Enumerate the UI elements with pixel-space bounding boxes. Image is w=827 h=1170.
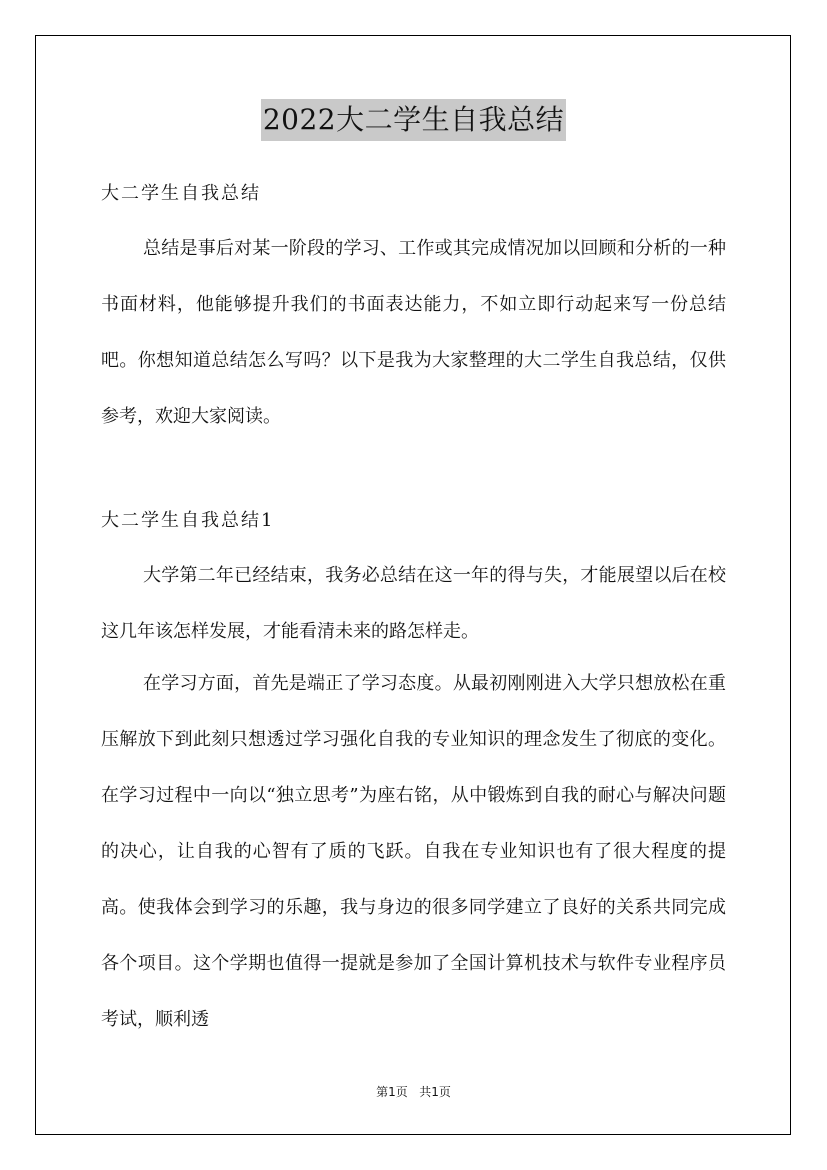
- document-title: 2022大二学生自我总结: [261, 99, 566, 141]
- document-subtitle: 大二学生自我总结: [101, 183, 261, 204]
- title-container: [101, 99, 726, 141]
- section-heading: 大二学生自我总结1: [101, 510, 275, 531]
- page-number: 第1页: [376, 1085, 408, 1099]
- page-total: 共1页: [419, 1085, 451, 1099]
- page-footer: [0, 1083, 827, 1100]
- intro-paragraph: 总结是事后对某一阶段的学习、工作或其完成情况加以回顾和分析的一种书面材料，他能够提升我们的书面表达能力，不如立即行动起来写一份总结吧。你想知道总结怎么写吗？以下是我为大家整理的大二学生自我总结，仅供参考，欢迎大家阅读。: [101, 238, 726, 427]
- body-paragraph-1: 大学第二年已经结束，我务必总结在这一年的得与失，才能展望以后在校这几年该怎样发展，才能看清未来的路怎样走。: [101, 565, 726, 642]
- body-paragraph-2: 在学习方面，首先是端正了学习态度。从最初刚刚进入大学只想放松在重压解放下到此刻只想透过学习强化自我的专业知识的理念发生了彻底的变化。在学习过程中一向以“独立思考”为座右铭，从中锻炼到自我的耐心与解决问题的决心，让自我的心智有了质的飞跃。自我在专业知识也有了很大程度的提高。使我体会到学习的乐趣，我与身边的很多同学建立了良好的关系共同完成各个项目。这个学期也值得一提就是参加了全国计算机技术与软件专业程序员考试，顺利透: [101, 673, 726, 1030]
